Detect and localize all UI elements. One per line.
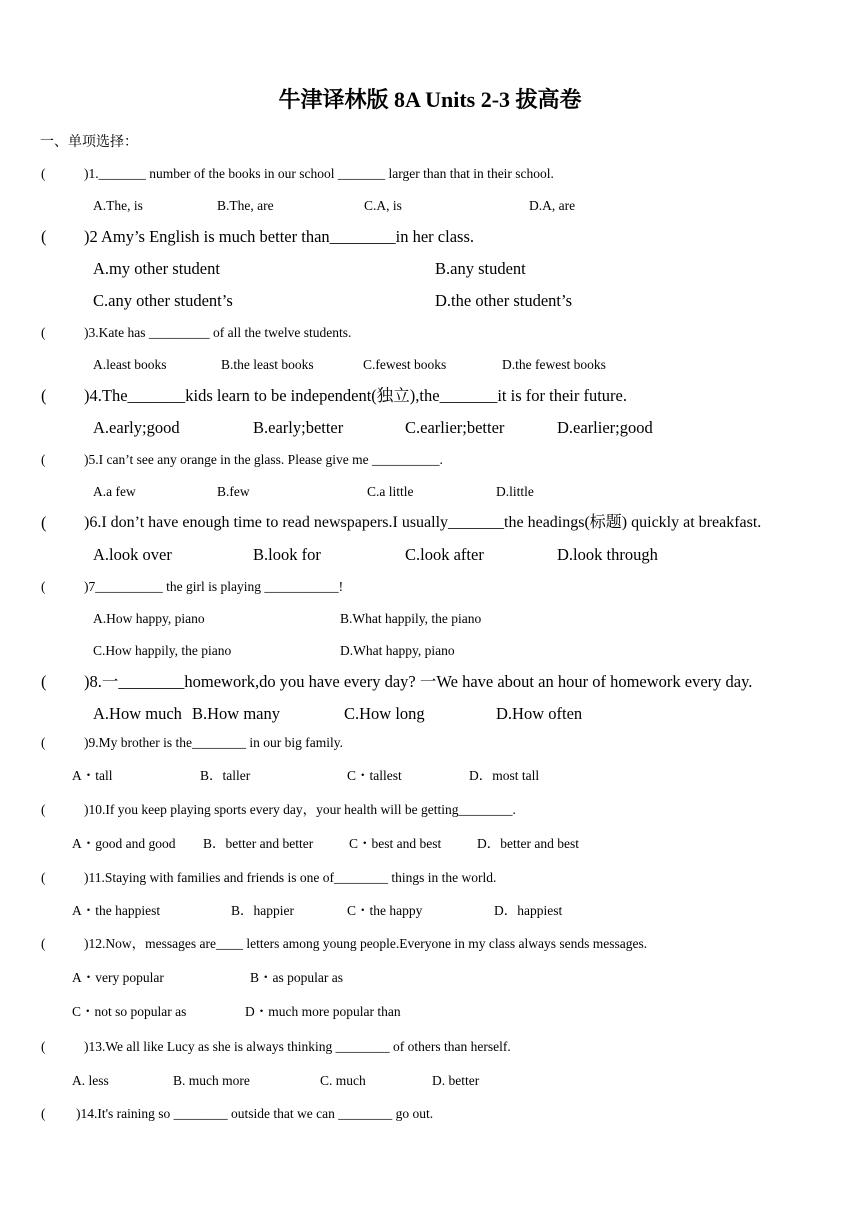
option-a: A.least books xyxy=(93,357,167,372)
option-b: B.How many xyxy=(192,704,280,723)
option-b: B・as popular as xyxy=(250,970,343,985)
option-b: B.What happily, the piano xyxy=(340,611,482,626)
option-b: B．better and better xyxy=(203,836,314,851)
option-c: C・best and best xyxy=(349,836,442,851)
option-c: C.any other student’s xyxy=(93,291,233,310)
option-d: D.the fewest books xyxy=(502,357,606,372)
option-a: A.The, is xyxy=(93,198,143,213)
answer-paren: ( xyxy=(41,936,46,951)
option-c: C.How happily, the piano xyxy=(93,643,232,658)
option-a: A・very popular xyxy=(72,970,164,985)
answer-paren: ( xyxy=(41,1106,46,1121)
option-d: D.look through xyxy=(557,545,658,564)
option-d: D.How often xyxy=(496,704,583,723)
question-text: )3.Kate has _________ of all the twelve students. xyxy=(84,325,352,340)
option-b: B．taller xyxy=(200,768,251,783)
option-a: A.How happy, piano xyxy=(93,611,205,626)
option-d: D．better and best xyxy=(477,836,579,851)
option-b: B.look for xyxy=(253,545,321,564)
option-b: B.The, are xyxy=(217,198,274,213)
option-a: A. less xyxy=(72,1073,109,1088)
option-d: D. better xyxy=(432,1073,480,1088)
answer-paren: ( xyxy=(41,452,46,467)
option-a: A.look over xyxy=(93,545,172,564)
question-text: )13.We all like Lucy as she is always thinking ________ of others than herself. xyxy=(84,1039,511,1054)
question-text: )7__________ the girl is playing ___________! xyxy=(84,579,344,594)
answer-paren: ( xyxy=(41,579,46,594)
answer-paren: ( xyxy=(41,802,46,817)
option-a: A・good and good xyxy=(72,836,176,851)
option-b: B．happier xyxy=(231,903,294,918)
option-c: C.A, is xyxy=(364,198,402,213)
question-text: )2 Amy’s English is much better than________in her class. xyxy=(84,227,474,246)
question-text: )14.It's raining so ________ outside that we can ________ go out. xyxy=(76,1106,434,1121)
option-d: D.A, are xyxy=(529,198,576,213)
option-d: D・much more popular than xyxy=(245,1004,401,1019)
answer-paren: ( xyxy=(41,1039,46,1054)
answer-paren: ( xyxy=(41,870,46,885)
option-a: A・the happiest xyxy=(72,903,161,918)
option-c: C.look after xyxy=(405,545,484,564)
option-d: D．most tall xyxy=(469,768,540,783)
option-a: A.a few xyxy=(93,484,136,499)
option-a: A.early;good xyxy=(93,418,180,437)
option-b: B.few xyxy=(217,484,250,499)
answer-paren: ( xyxy=(41,166,46,181)
option-d: D.What happy, piano xyxy=(340,643,455,658)
option-b: B.any student xyxy=(435,259,526,278)
answer-paren: ( xyxy=(41,735,46,750)
question-text: )4.The_______kids learn to be independent(独立),the_______it is for their future. xyxy=(84,386,627,405)
question-text: )5.I can’t see any orange in the glass. Please give me __________. xyxy=(84,452,443,467)
answer-paren: ( xyxy=(41,325,46,340)
option-a: A.my other student xyxy=(93,259,220,278)
answer-paren: ( xyxy=(41,386,47,405)
page-title: 牛津译林版 8A Units 2-3 拔高卷 xyxy=(278,87,582,112)
question-text: )9.My brother is the________ in our big family. xyxy=(84,735,343,750)
option-d: D．happiest xyxy=(494,903,563,918)
question-text: )6.I don’t have enough time to read newspapers.I usually_______the headings(标题) quickly at breakfast. xyxy=(84,514,762,531)
question-text: )8.一________homework,do you have every day? 一We have about an hour of homework every day. xyxy=(84,672,753,691)
question-text: )1._______ number of the books in our school _______ larger than that in their school. xyxy=(84,166,554,181)
section-heading: 一、单项选择： xyxy=(40,134,138,150)
option-d: D.the other student’s xyxy=(435,291,573,310)
option-b: B. much more xyxy=(173,1073,250,1088)
option-b: B.early;better xyxy=(253,418,344,437)
option-d: D.little xyxy=(496,484,534,499)
option-c: C.How long xyxy=(344,704,425,723)
question-text: )11.Staying with families and friends is one of________ things in the world. xyxy=(84,870,497,885)
question-text: )12.Now，messages are____ letters among young people.Everyone in my class always sends messages. xyxy=(84,936,648,951)
option-d: D.earlier;good xyxy=(557,418,653,437)
option-c: C・not so popular as xyxy=(72,1004,187,1019)
option-c: C.a little xyxy=(367,484,414,499)
question-text: )10.If you keep playing sports every day，your health will be getting________. xyxy=(84,802,516,817)
option-c: C・the happy xyxy=(347,903,423,918)
option-a: A.How much xyxy=(93,704,182,723)
option-c: C.fewest books xyxy=(363,357,447,372)
option-c: C.earlier;better xyxy=(405,418,505,437)
answer-paren: ( xyxy=(41,672,47,691)
answer-paren: ( xyxy=(41,227,47,246)
option-b: B.the least books xyxy=(221,357,314,372)
option-c: C・tallest xyxy=(347,768,402,783)
answer-paren: ( xyxy=(41,513,47,532)
option-c: C. much xyxy=(320,1073,366,1088)
option-a: A・tall xyxy=(72,768,113,783)
